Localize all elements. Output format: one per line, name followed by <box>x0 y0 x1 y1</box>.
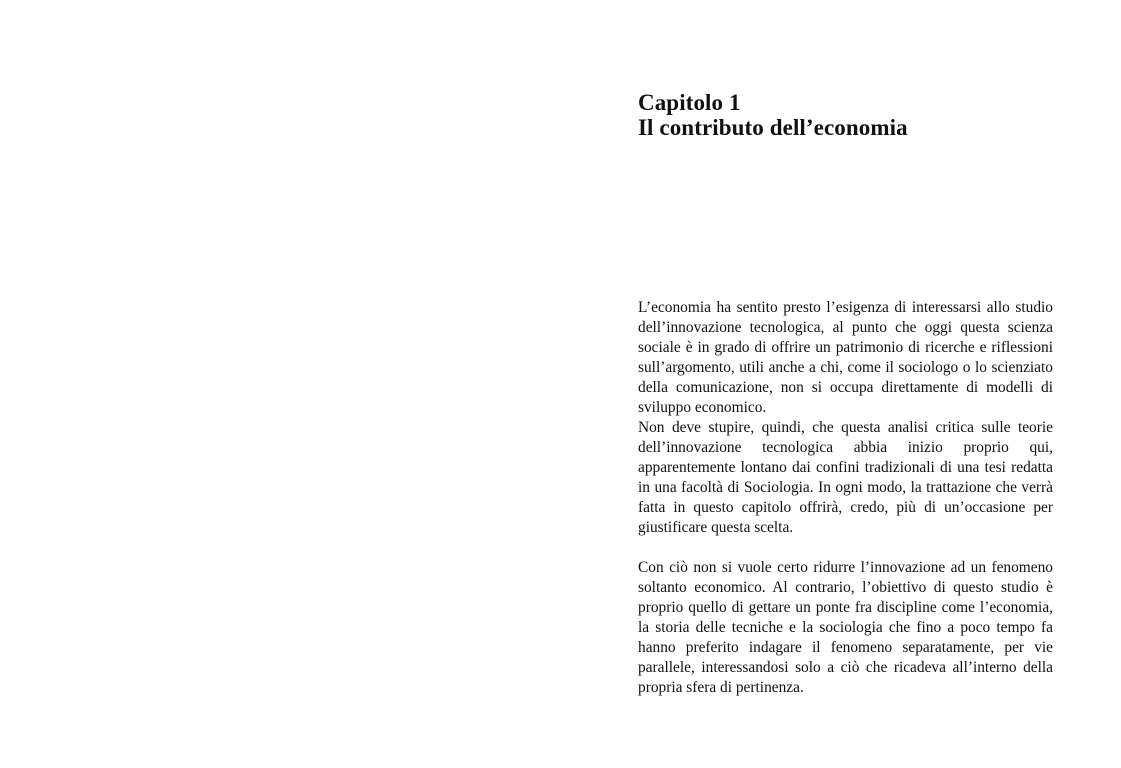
right-page <box>560 0 1121 768</box>
paragraph-1: L’economia ha sentito presto l’esigenza di interessarsi allo studio dell’innovazione tecnologica, al punto che oggi questa scienza sociale è in grado di offrire un patrimonio di ricerche e riflessioni sull’argomento, utili anche a chi, come il sociologo o lo scienziato della comunicazione, non si occupa direttamente di modelli di sviluppo economico. <box>638 299 1053 416</box>
chapter-body <box>638 298 1053 698</box>
chapter-heading <box>638 90 1078 140</box>
paragraph-2: Non deve stupire, quindi, che questa analisi critica sulle teorie dell’innovazione tecnologica abbia inizio proprio qui, apparentemente lontano dai confini tradizionali di una tesi redatta in una facoltà di Sociologia. In ogni modo, la trattazione che verrà fatta in questo capitolo offrirà, credo, più di un’occasione per giustificare questa scelta. <box>638 419 1053 536</box>
chapter-title: Il contributo dell’economia <box>638 115 908 140</box>
chapter-number: Capitolo 1 <box>638 90 741 115</box>
paragraph-3: Con ciò non si vuole certo ridurre l’innovazione ad un fenomeno soltanto economico. Al contrario, l’obiettivo di questo studio è proprio quello di gettare un ponte fra discipline come l’economia, la storia delle tecniche e la sociologia che fino a poco tempo fa hanno preferito indagare il fenomeno separatamente, per vie parallele, interessandosi solo a ciò che ricadeva all’interno della propria sfera di pertinenza. <box>638 559 1053 696</box>
left-page-blank <box>0 0 560 768</box>
